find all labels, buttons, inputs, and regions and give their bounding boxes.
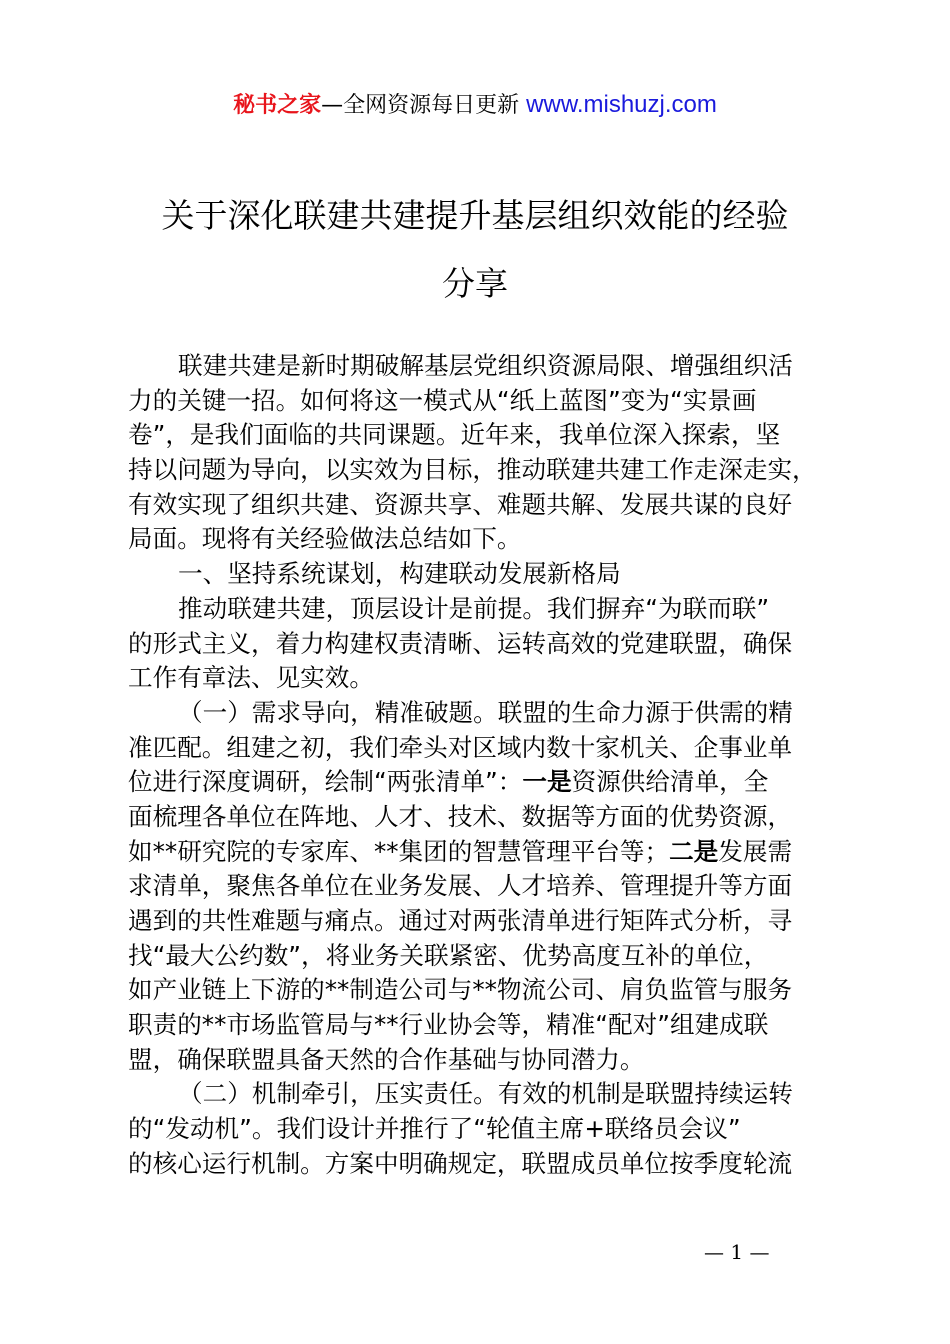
banner-tagline: —全网资源每日更新 bbox=[321, 93, 527, 118]
text-segment: 推动联建共建，顶层设计是前提。我们摒弃“为联而联” bbox=[178, 593, 770, 623]
text-segment: 位进行深度调研，绘制“两张清单”： bbox=[128, 767, 523, 797]
text-segment: 持以问题为导向，以实效为目标，推动联建共建工作走深走实， bbox=[128, 455, 817, 485]
text-segment: 一、坚持系统谋划，构建联动发展新格局 bbox=[178, 559, 621, 589]
text-segment: 的“发动机”。我们设计并推行了“轮值主席+联络员会议” bbox=[128, 1114, 741, 1144]
text-line bbox=[128, 627, 838, 662]
text-line bbox=[128, 800, 838, 835]
text-line bbox=[128, 939, 838, 974]
text-line bbox=[128, 765, 838, 800]
text-segment: 找“最大公约数”，将业务关联紧密、优势高度互补的单位， bbox=[128, 940, 769, 970]
text-segment: 的核心运行机制。方案中明确规定，联盟成员单位按季度轮流 bbox=[128, 1148, 793, 1178]
text-line bbox=[128, 1147, 838, 1182]
text-line bbox=[128, 557, 838, 592]
text-segment: 面梳理各单位在阵地、人才、技术、数据等方面的优势资源， bbox=[128, 801, 793, 831]
text-segment: 准匹配。组建之初，我们牵头对区域内数十家机关、企事业单 bbox=[128, 732, 793, 762]
document-body bbox=[128, 349, 838, 1182]
text-segment: 遇到的共性难题与痛点。通过对两张清单进行矩阵式分析，寻 bbox=[128, 906, 793, 935]
text-line bbox=[128, 488, 838, 523]
text-segment: 有效实现了组织共建、资源共享、难题共解、发展共谋的良好 bbox=[128, 489, 793, 519]
page-number: — 1 — bbox=[704, 1240, 770, 1264]
document-title-line-1: 关于深化联建共建提升基层组织效能的经验 bbox=[161, 196, 789, 235]
site-banner bbox=[0, 88, 950, 119]
text-segment: 求清单，聚焦各单位在业务发展、人才培养、管理提升等方面 bbox=[128, 871, 793, 901]
text-segment: 资源供给清单，全 bbox=[571, 767, 769, 797]
brand-name: 秘书之家 bbox=[233, 93, 322, 118]
text-segment: 局面。现将有关经验做法总结如下。 bbox=[128, 524, 522, 554]
text-segment: 联建共建是新时期破解基层党组织资源局限、增强组织活 bbox=[178, 351, 793, 380]
text-line bbox=[128, 1008, 838, 1043]
text-line bbox=[128, 384, 838, 419]
site-url[interactable]: www.mishuzj.com bbox=[526, 91, 717, 118]
text-line bbox=[128, 661, 838, 696]
text-segment: 卷”，是我们面临的共同课题。近年来，我单位深入探索，坚 bbox=[128, 420, 781, 450]
text-segment: 职责的**市场监管局与**行业协会等，精准“配对”组建成联 bbox=[128, 1010, 769, 1040]
text-line bbox=[128, 731, 838, 766]
text-line bbox=[128, 904, 838, 939]
text-line bbox=[128, 349, 838, 384]
text-segment: 力的关键一招。如何将这一模式从“纸上蓝图”变为“实景画 bbox=[128, 385, 757, 415]
text-line bbox=[128, 592, 838, 627]
text-line bbox=[128, 1043, 838, 1078]
text-segment: 工作有章法、见实效。 bbox=[128, 663, 374, 693]
text-line bbox=[128, 522, 838, 557]
text-segment: 发展需 bbox=[718, 836, 793, 866]
text-line bbox=[128, 973, 838, 1008]
text-segment: 如产业链上下游的**制造公司与**物流公司、肩负监管与服务 bbox=[128, 975, 793, 1005]
text-line bbox=[128, 1077, 838, 1112]
text-line bbox=[128, 1112, 838, 1147]
text-line bbox=[128, 869, 838, 904]
text-line bbox=[128, 835, 838, 870]
document-title-line-2: 分享 bbox=[442, 264, 508, 303]
text-segment: （一）需求导向，精准破题。联盟的生命力源于供需的精 bbox=[178, 697, 793, 727]
text-segment: 盟，确保联盟具备天然的合作基础与协同潜力。 bbox=[128, 1044, 645, 1074]
text-segment: 如**研究院的专家库、**集团的智慧管理平台等； bbox=[128, 836, 670, 866]
text-line bbox=[128, 418, 838, 453]
text-segment: 的形式主义，着力构建权责清晰、运转高效的党建联盟，确保 bbox=[128, 628, 793, 658]
text-line bbox=[128, 696, 838, 731]
text-segment: （二）机制牵引，压实责任。有效的机制是联盟持续运转 bbox=[178, 1079, 793, 1109]
bold-text-segment: 二是 bbox=[669, 836, 719, 866]
bold-text-segment: 一是 bbox=[522, 767, 572, 797]
text-line bbox=[128, 453, 838, 488]
